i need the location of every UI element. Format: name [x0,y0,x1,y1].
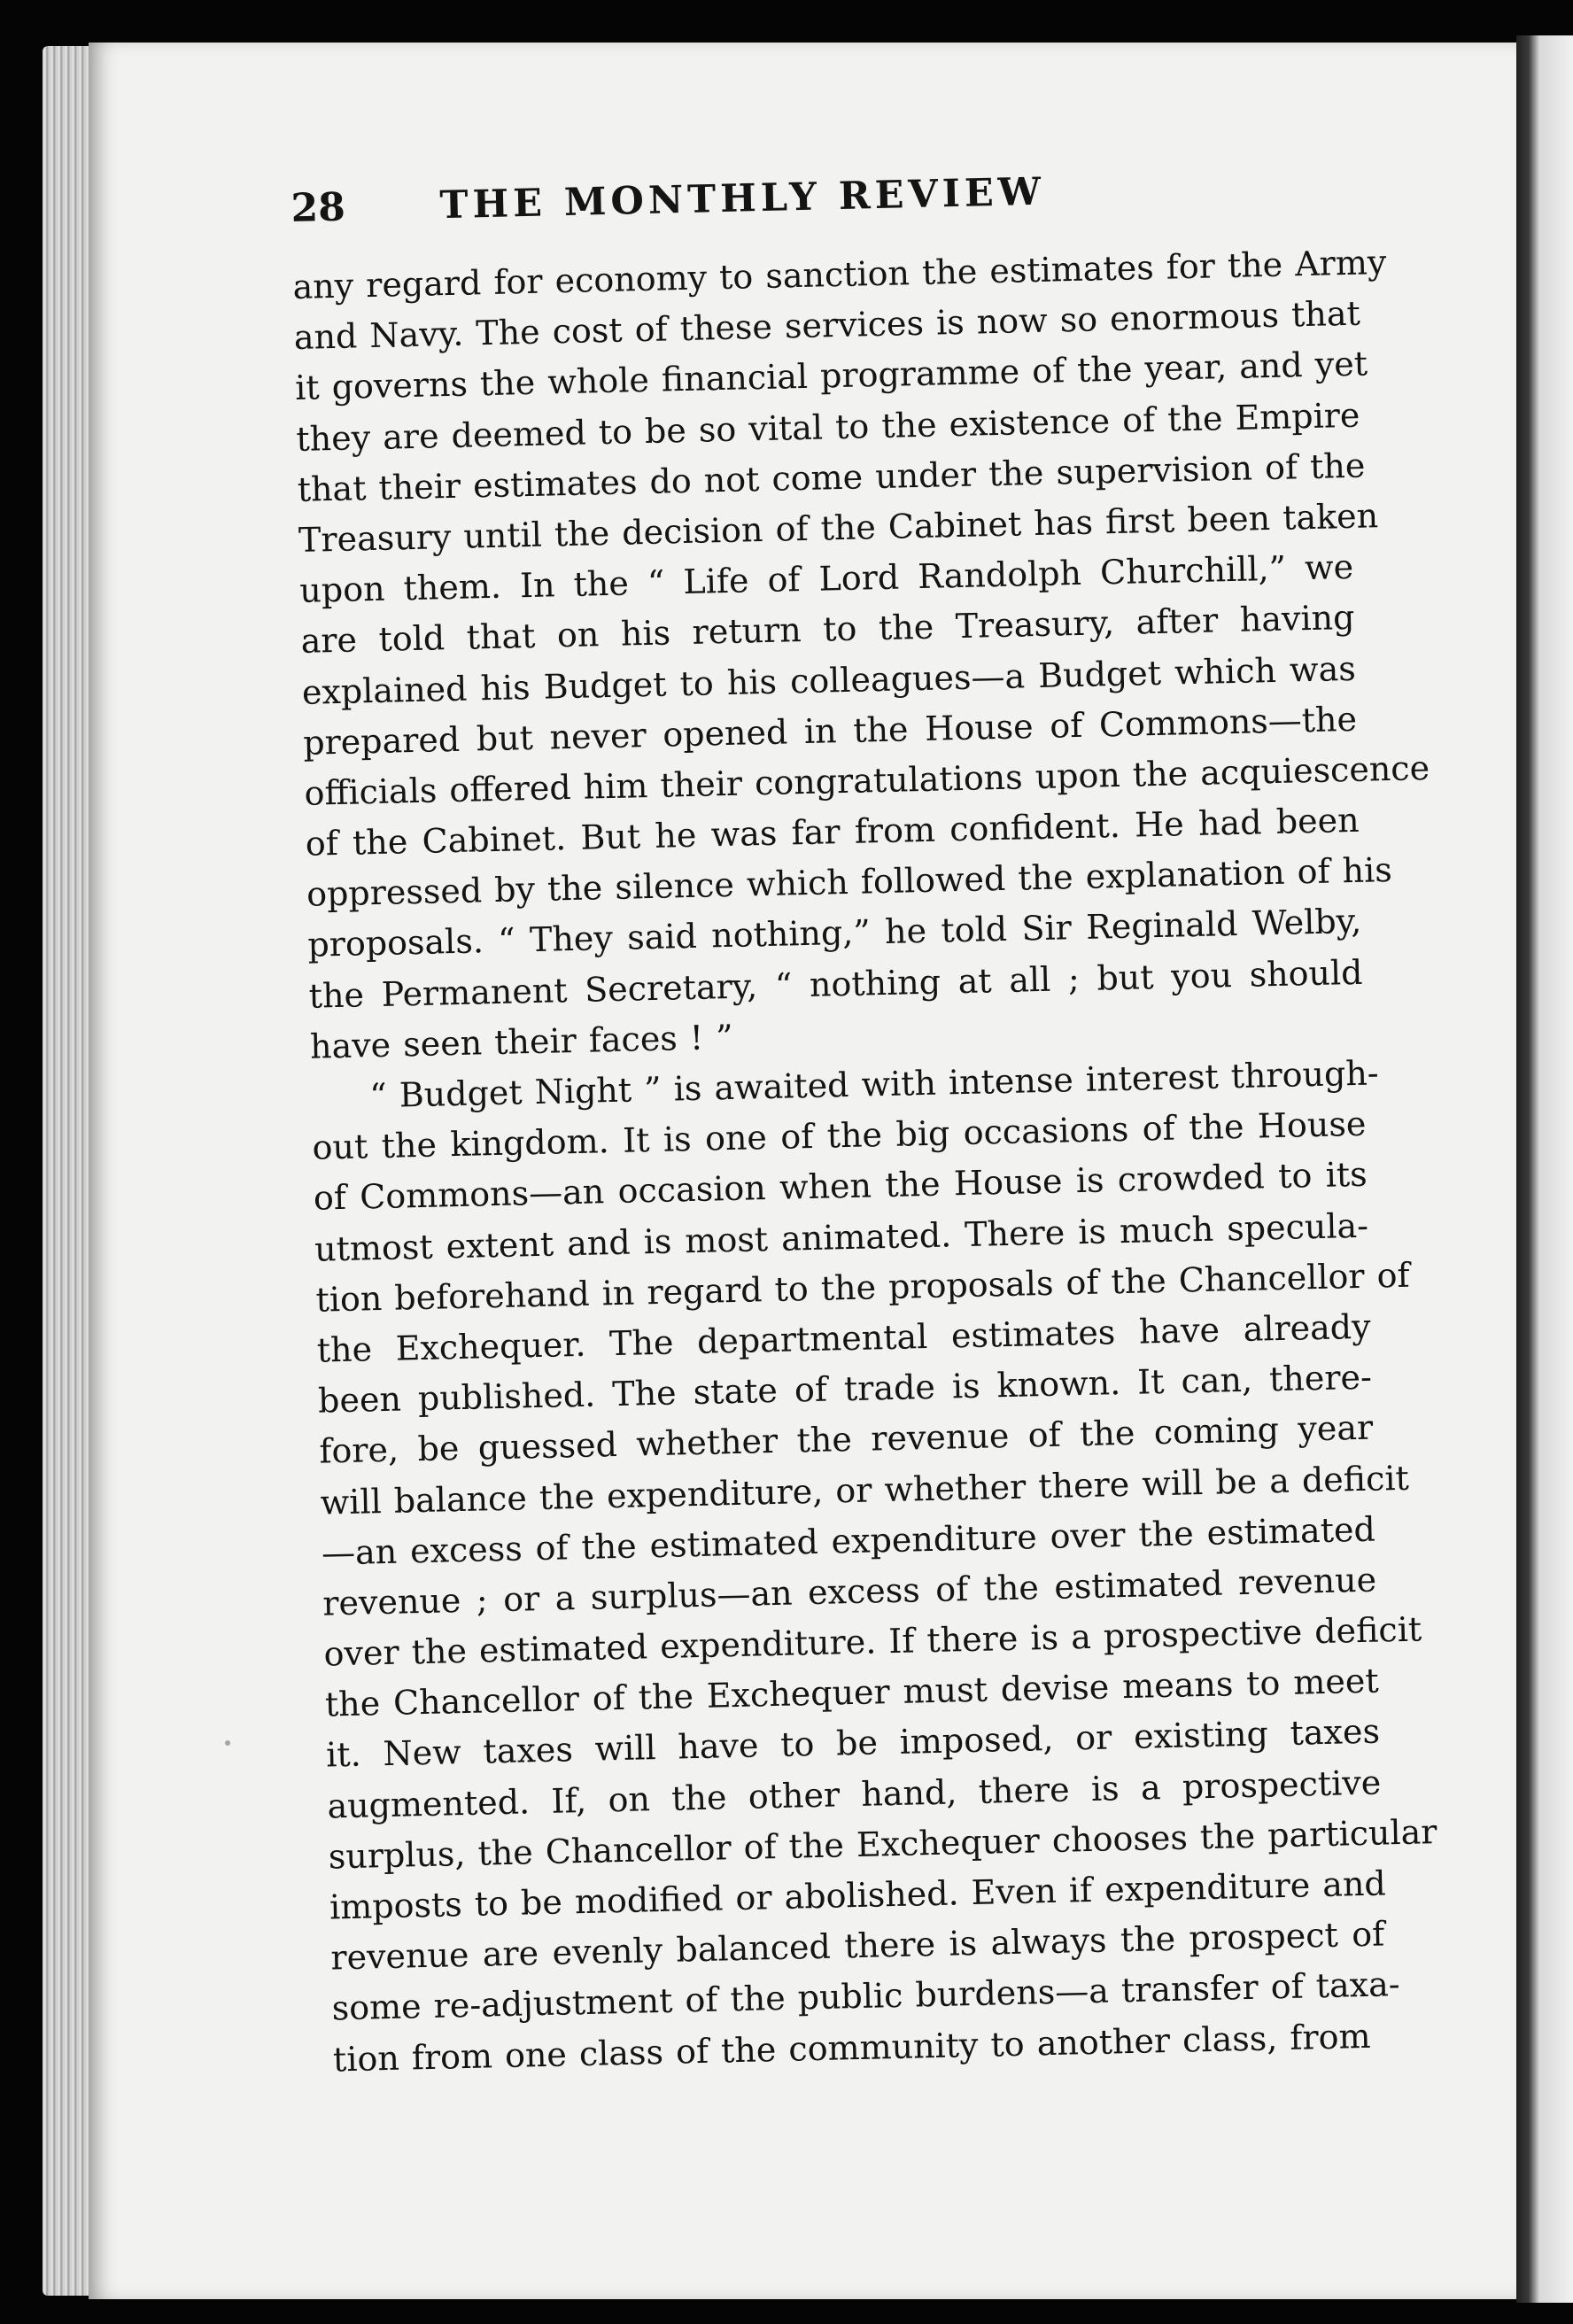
text-line: tion from one class of the community to another class, from [332,2016,1371,2080]
text-line: it. New taxes will have to be imposed, or existing taxes [325,1711,1381,1775]
page-text-block [291,162,1437,2085]
text-line: surplus, the Chancellor of the Exchequer chooses the particular [328,1811,1437,1877]
text-line: some re-adjustment of the public burdens—a transfer of taxa- [331,1964,1401,2028]
text-line: the Chancellor of the Exchequer must devise means to meet [324,1661,1380,1724]
body-text [292,238,1437,2085]
text-line: “ Budget Night ” is awaited with intense interest through- [368,1053,1380,1116]
paragraph [311,1049,1437,2085]
text-line: revenue are evenly balanced there is always the prospect of [329,1914,1385,1978]
text-line: the Exchequer. The departmental estimates have already [316,1306,1372,1370]
text-line: out the kingdom. It is one of the big occasions of the House [312,1104,1367,1167]
text-line: have seen their faces ! ” [309,1017,734,1066]
text-line: it governs the whole financial programme of the year, and yet [294,344,1368,408]
text-line: upon them. In the “ Life of Lord Randolph Churchill,” we [298,547,1354,611]
text-line: oppressed by the silence which followed the explanation of his [306,850,1393,915]
text-line: proposals. “ They said nothing,” he told Sir Reginald Welby, [306,902,1362,965]
text-line: officials offered him their congratulations upon the acquiescence [304,748,1430,813]
text-line: —an excess of the estimated expenditure over the estimated [321,1509,1376,1573]
text-line: will balance the expenditure, or whether there will be a deficit [320,1458,1410,1522]
text-line: the Permanent Secretary, “ nothing at all ; but you should [308,952,1363,1016]
text-line: of the Cabinet. But he was far from confident. He had been [305,800,1360,864]
text-line: any regard for economy to sanction the estimates for the Army [292,242,1387,306]
text-line: that their estimates do not come under the supervision of the [297,445,1366,509]
text-line: explained his Budget to his colleagues—a Budget which was [301,648,1357,712]
text-line: and Navy. The cost of these services is now so enormous that [293,293,1361,358]
text-line: revenue ; or a surplus—an excess of the estimated revenue [322,1560,1377,1623]
text-line: imposts to be modified or abolished. Even if expenditure and [329,1863,1387,1927]
text-line: are told that on his return to the Treasury, after having [300,598,1355,662]
page-number: 28 [291,184,346,231]
text-line: over the estimated expenditure. If there is a prospective deficit [323,1609,1422,1674]
text-line: been published. The state of trade is known. It can, there- [317,1357,1373,1421]
text-line: they are deemed to be so vital to the existence of the Empire [295,395,1360,459]
text-line: utmost extent and is most animated. There is much specula- [314,1205,1369,1269]
text-line: augmented. If, on the other hand, there is a prospective [327,1762,1382,1826]
facing-page-edge [1516,35,1573,2303]
text-line: of Commons—an occasion when the House is crowded to its [313,1155,1368,1219]
paper-speck [225,1740,230,1746]
text-line: Treasury until the decision of the Cabinet has first been taken [298,496,1379,560]
paragraph [292,238,1430,1073]
journal-title: THE MONTHLY REVIEW [438,169,1046,229]
text-line: prepared but never opened in the House of Commons—the [302,699,1358,763]
text-line: fore, be guessed whether the revenue of the coming year [318,1407,1374,1471]
text-line: tion beforehand in regard to the proposals of the Chancellor of [315,1255,1411,1320]
